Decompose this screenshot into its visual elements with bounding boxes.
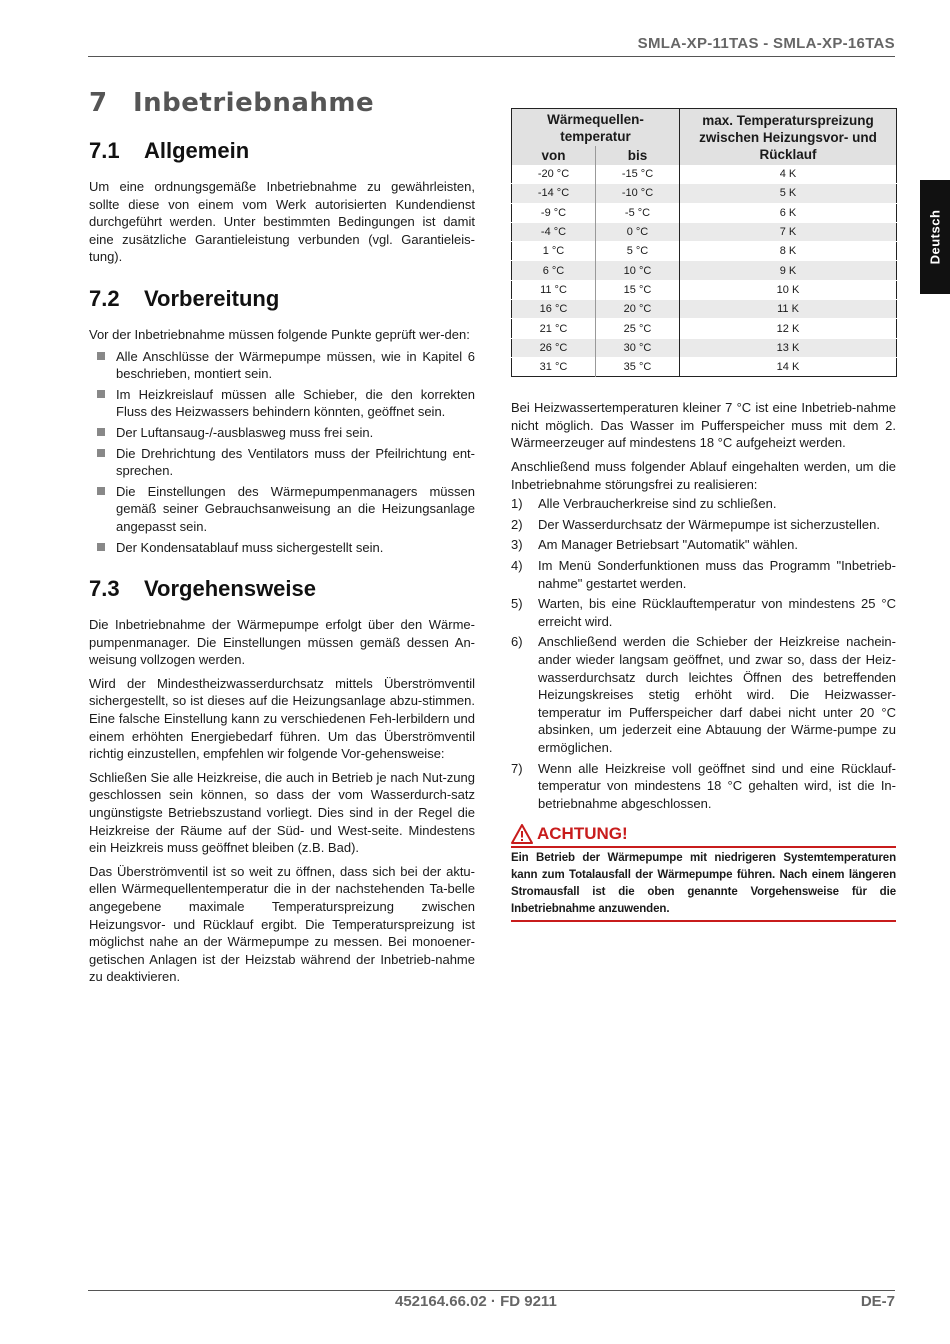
- table-header-spread: max. Temperaturspreizung zwischen Heizungsvor- und Rücklauf: [680, 109, 897, 166]
- table-row: [512, 222, 897, 241]
- paragraph: Vor der Inbetriebnahme müssen folgende Punkte geprüft wer-den:: [89, 326, 470, 342]
- table-cell-from: -9 °C: [512, 203, 596, 222]
- table-cell-from: 21 °C: [512, 319, 596, 338]
- list-item: [511, 557, 896, 592]
- section-allgemein: [89, 138, 475, 266]
- list-item: [89, 348, 475, 383]
- table-cell-from: -20 °C: [512, 165, 596, 184]
- table-row: [512, 280, 897, 299]
- table-cell-from: 16 °C: [512, 300, 596, 319]
- language-tab: [920, 180, 950, 294]
- table-cell-spread: 4 K: [779, 168, 797, 181]
- table-row: [512, 357, 897, 376]
- table-cell-to: 35 °C: [596, 357, 680, 376]
- table-cell-spread: 12 K: [680, 319, 897, 338]
- table-cell-from: 11 °C: [512, 280, 596, 299]
- bullet-square-icon: [97, 543, 105, 551]
- table-cell-spread: 9 K: [680, 261, 897, 280]
- bullet-square-icon: [97, 428, 105, 436]
- list-item: [511, 760, 896, 813]
- table-row: [512, 319, 897, 338]
- table-header-from: von: [512, 146, 596, 165]
- warning-box: [511, 824, 896, 922]
- table-cell-from: 1 °C: [512, 242, 596, 261]
- list-item: [89, 539, 475, 557]
- header-rule: [88, 56, 895, 57]
- left-column: [89, 88, 475, 1006]
- table-cell-spread: 6 K: [680, 203, 897, 222]
- warning-triangle-icon: [511, 824, 533, 844]
- table-row: [512, 203, 897, 222]
- language-tab-label: Deutsch: [927, 209, 943, 265]
- step-number: 4): [511, 558, 523, 574]
- table-cell-from: -14 °C: [512, 184, 596, 203]
- bullet-square-icon: [97, 390, 105, 398]
- chapter-number: 7: [89, 88, 108, 118]
- table-cell-spread: 14 K: [680, 357, 897, 376]
- table-cell-from: 31 °C: [512, 357, 596, 376]
- list-item: [511, 495, 896, 513]
- list-item: [511, 595, 896, 630]
- document-header-title: SMLA-XP-11TAS - SMLA-XP-16TAS: [637, 35, 895, 52]
- temperature-spread-table: [511, 108, 897, 377]
- table-cell-spread: 11 K: [680, 300, 897, 319]
- step-text: Warten, bis eine Rücklauftemperatur von mindestens 25 °C erreicht wird.: [538, 596, 896, 629]
- table-cell-spread: 10 K: [680, 280, 897, 299]
- list-item-text: Die Einstellungen des Wärmepumpenmanagers müssen gemäß seiner Gebrauchsanweisung an die Heizungsanlage angepasst sein.: [116, 483, 475, 534]
- step-number: 5): [511, 596, 523, 612]
- list-item-text: Die Drehrichtung des Ventilators muss der Pfeilrichtung ent-sprechen.: [116, 445, 475, 479]
- warning-text: Ein Betrieb der Wärmepumpe mit niedrigeren Systemtemperaturen kann zum Totalausfall der Wärmepumpe führen. Nach einem längeren Stromausfall ist die oben genannte Vorgehensweise für die Inbetriebnahme anzuwenden.: [511, 852, 896, 916]
- paragraph: Um eine ordnungsgemäße Inbetriebnahme zu gewährleisten, sollte diese von einem vom Werk autorisierten Kundendienst durchgeführt werden. Unter bestimmten Bedingungen ist damit eine zusätzliche Garantieleistung verbunden (vgl. Garantieleis-tung).: [89, 179, 475, 265]
- list-item: [89, 483, 475, 536]
- warning-rule-bottom: [511, 920, 896, 922]
- table-cell-to: 20 °C: [596, 300, 680, 319]
- table-cell-to: 30 °C: [596, 338, 680, 357]
- section-title: Vorbereitung: [144, 285, 280, 311]
- table-cell-to: 25 °C: [596, 319, 680, 338]
- section-heading: [89, 138, 475, 164]
- section-title: Vorgehensweise: [144, 576, 316, 602]
- list-item: [511, 536, 896, 554]
- section-vorbereitung: [89, 286, 475, 556]
- list-item: [511, 633, 896, 756]
- step-text: Der Wasserdurchsatz der Wärmepumpe ist sicherzustellen.: [538, 516, 880, 532]
- footer-rule: [88, 1290, 895, 1291]
- step-text: Am Manager Betriebsart "Automatik" wählen.: [538, 537, 798, 553]
- warning-label: ACHTUNG!: [537, 824, 628, 844]
- paragraph: Bei Heizwassertemperaturen kleiner 7 °C ist eine Inbetrieb-nahme nicht möglich. Das Wasser im Pufferspeicher muss mit dem 2. Wärmeerzeuger auf mindestens 18 °C aufgeheizt werden.: [511, 400, 896, 451]
- table-cell-to: -5 °C: [596, 203, 680, 222]
- paragraph: Schließen Sie alle Heizkreise, die auch in Betrieb je nach Nut-zung geschlossen sein können, so dass der vom Wasserdurch-satz ungünstigste Betriebszustand vorliegt. Dies sind in der Regel die Heizkreise der Räume auf der Süd- und West-seite. Mindestens ein Heizkreis muss geöffnet bleiben (z.B. Bad).: [89, 769, 475, 856]
- right-column: [511, 108, 896, 922]
- chapter-heading: [89, 88, 475, 118]
- table-cell-from: 26 °C: [512, 338, 596, 357]
- table-row: [512, 165, 897, 184]
- section-title: Allgemein: [144, 138, 250, 163]
- table-cell-to: 5 °C: [596, 242, 680, 261]
- table-cell-from: 6 °C: [512, 261, 596, 280]
- list-item-text: Alle Anschlüsse der Wärmepumpe müssen, wie in Kapitel 6 beschrieben, montiert sein.: [116, 348, 475, 382]
- table-row: [512, 184, 897, 203]
- step-number: 1): [511, 496, 523, 512]
- step-text: Im Menü Sonderfunktionen muss das Programm "Inbetrieb-nahme" gestartet werden.: [538, 558, 896, 591]
- list-item-text: Der Luftansaug-/-ausblasweg muss frei sein.: [116, 424, 374, 440]
- footer-page-number: DE-7: [860, 1293, 895, 1310]
- step-text: Wenn alle Heizkreise voll geöffnet sind und eine Rücklauf-temperatur von mindestens 18 °C gehalten wird, ist die In-betriebnahme abgeschlossen.: [538, 760, 896, 811]
- list-item: [511, 516, 896, 534]
- table-body: [512, 165, 897, 377]
- table-row: [512, 300, 897, 319]
- list-item: [89, 424, 475, 442]
- list-item-text: Der Kondensatablauf muss sichergestellt sein.: [116, 539, 384, 555]
- section-heading: [89, 576, 475, 602]
- table-cell-to: 10 °C: [596, 261, 680, 280]
- step-number: 2): [511, 516, 523, 532]
- paragraph: Das Überströmventil ist so weit zu öffnen, dass sich bei der aktu-ellen Wärmequellentemperatur die in der nachstehenden Ta-belle angegebene maximale Temperaturspreizung zwischen Heizungsvor- und Rücklauf ergibt. Die Temperaturspreizung ist möglichst nahe an der Wärmepumpe zu messen. Bei monoener-getischen Anlagen ist der Heizstab während der Inbetrieb-nahme zu deaktivieren.: [89, 863, 475, 985]
- table-cell-spread: 13 K: [680, 338, 897, 357]
- table-cell-spread: 7 K: [680, 222, 897, 241]
- paragraph: Anschließend muss folgender Ablauf eingehalten werden, um die Inbetriebnahme störungsfrei zu realisieren:: [511, 459, 896, 492]
- table-row: [512, 338, 897, 357]
- table-row: [512, 261, 897, 280]
- list-item-text: Im Heizkreislauf müssen alle Schieber, die den korrekten Fluss des Heizwassers behindern könnten, geöffnet sein.: [116, 386, 475, 420]
- paragraph: Die Inbetriebnahme der Wärmepumpe erfolgt über den Wärme-pumpenmanager. Die Einstellungen müssen gemäß dessen An-weisung vollzogen werden.: [89, 617, 475, 668]
- table-cell-to: 0 °C: [596, 222, 680, 241]
- table-cell-to: -10 °C: [596, 184, 680, 203]
- procedure-steps: [511, 495, 896, 812]
- bullet-square-icon: [97, 352, 105, 360]
- bullet-square-icon: [97, 449, 105, 457]
- paragraph: Wird der Mindestheizwasserdurchsatz mittels Überströmventil sichergestellt, so ist dieses auf die Heizungsanlage abzu-stimmen. Eine falsche Einstellung kann zu verschiedenen Feh-lerbildern und einem erhöhten Energiebedarf führen. Um das Überströmventil richtig einzustellen, empfehlen wir folgende Vor-gehensweise:: [89, 675, 475, 762]
- checklist: [89, 348, 475, 557]
- chapter-title: Inbetriebnahme: [133, 88, 375, 118]
- section-number: 7.3: [89, 576, 120, 602]
- section-number: 7.2: [89, 285, 120, 311]
- table-cell-to: -15 °C: [596, 165, 680, 184]
- table-cell-to: 15 °C: [596, 280, 680, 299]
- step-number: 3): [511, 537, 523, 553]
- list-item: [89, 445, 475, 480]
- table-cell-spread: 8 K: [680, 242, 897, 261]
- warning-rule-top: [511, 846, 896, 848]
- footer-document-number: 452164.66.02 · FD 9211: [395, 1293, 557, 1310]
- bullet-square-icon: [97, 487, 105, 495]
- warning-heading: [511, 824, 896, 844]
- table-header-to: bis: [596, 146, 680, 165]
- table-cell-spread: 5 K: [680, 184, 897, 203]
- table-header-source: Wärmequellen-temperatur: [512, 109, 680, 147]
- step-text: Anschließend werden die Schieber der Heizkreise nachein-ander wieder langsam geöffnet, und zwar so, dass der Heiz-wasserdurchsatz durch leichtes Öffnen des betreffenden Heizungskreises stetig erhöht wird. Die Heizwasser-temperatur im Pufferspeicher darf dabei nicht unter 20 °C absinken, um jederzeit eine Abtauung der Wärme-pumpe zu ermöglichen.: [538, 634, 896, 755]
- section-heading: [89, 286, 475, 312]
- section-number: 7.1: [89, 138, 120, 163]
- section-vorgehensweise: [89, 576, 475, 986]
- step-number: 7): [511, 760, 523, 776]
- step-number: 6): [511, 634, 523, 650]
- table-row: [512, 242, 897, 261]
- table-cell-from: -4 °C: [512, 222, 596, 241]
- right-text: [511, 399, 896, 922]
- list-item: [89, 386, 475, 421]
- step-text: Alle Verbraucherkreise sind zu schließen.: [538, 496, 777, 512]
